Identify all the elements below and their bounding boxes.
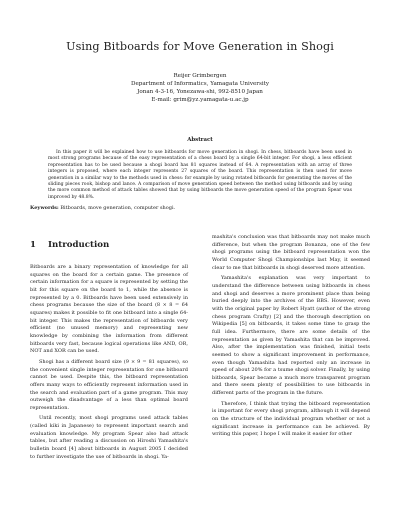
section-title: Introduction bbox=[48, 240, 110, 250]
author-affiliation: Department of Informatics, Yamagata University bbox=[130, 81, 270, 87]
paper-title: Using Bitboards for Move Generation in Shogi bbox=[66, 40, 334, 53]
abstract-heading: Abstract bbox=[187, 137, 213, 143]
paragraph: Therefore, I think that trying the bitboard representation is important for every shogi program, although it will depend on the structure of the individual program whether or not a significant increase in performance can be achieved. By writing this paper, I hope I will make it easier for other bbox=[212, 400, 370, 438]
keywords-text: Bitboards, move generation, computer shogi. bbox=[60, 205, 176, 211]
paragraph: Until recently, most shogi programs used attack tables (called kiki in Japanese) to represent important search and evaluation knowledge. My program Spear also had attack tables, but after reading a discussion on Hiroshi Yamashita's bulletin board [4] about bitboards in August 2005 I decided to further investigate the use of bitboards in shogi. Ya- bbox=[30, 415, 188, 460]
author-block bbox=[0, 72, 400, 104]
author-name: Reijer Grimbergen bbox=[173, 73, 227, 79]
author-email: E-mail: grim@yz.yamagata-u.ac.jp bbox=[151, 97, 249, 103]
keywords-line bbox=[30, 205, 370, 212]
section-number: 1 bbox=[30, 240, 36, 250]
paragraph: Shogi has a different board size (9 × 9 = 81 squares), so the convenient single integer representation for one bitboard cannot be used. Despite this, the bitboard representation offers many ways to efficiently represent information used in the search and evaluation part of a game program. This may outweigh the disadvantage of a less than optimal board representation. bbox=[30, 358, 188, 411]
paragraph: Yamashita's explanation was very important to understand the difference between using bitboards in chess and shogi and deserves a more prominent place than being buried deeply into the archives of the BBS. However, even with the original paper by Robert Hyatt (author of the strong chess program Crafty) [2] and the thorough description on Wikipedia [5] on bitboards, it takes some time to grasp the full idea. Furthermore, there are some details of the representation as given by Yamashita that can be improved. Also, after the implementation was finished, initial tests seemed to show a significant improvement in performance, even though Yamashita had reported only an increase in speed of about 20% for a tsume shogi solver. Finally, by using bitboards, Spear became a much more transparent program and there seem plenty of possibilities to use bitboards in different parts of the program in the future. bbox=[212, 275, 370, 397]
right-column bbox=[212, 234, 370, 442]
section-heading bbox=[30, 242, 188, 254]
author-address: Jonan 4-3-16, Yonezawa-shi, 992-8510 Japan bbox=[137, 89, 263, 95]
paragraph: Bitboards are a binary representation of knowledge for all squares on the board for a certain game. The presence of certain information for a square is represented by setting the bit for this square on the board to 1, while the absence is represented by a 0. Bitboards have been used extensively in chess programs because the size of the board (8 × 8 = 64 squares) makes it possible to fit one bitboard into a single 64-bit integer. This makes the representation of bitboards very efficient (no unused memory) and representing new knowledge by combining the information from different bitboards very fast, because logical operations like AND, OR, NOT and XOR can be used. bbox=[30, 264, 188, 355]
left-column bbox=[30, 234, 188, 464]
abstract-text: In this paper it will be explained how to use bitboards for move generation in shogi. In chess, bitboards have been used in most strong programs because of the easy representation of a chess board by a single 64-bit integer. For shogi, a less efficient representation has to be used because a shogi board has 81 squares instead of 64. A representation with an array of three integers is proposed, where each integer represents 27 squares of the board. This representation is then used for move generation in a similar way to the methods used in chess: for example by using rotated bitboards for generating the moves of the sliding pieces rook, bishop and lance. A comparison of move generation speed between the method using bitboards and by using the more common method of attack tables showed that by using bitboards the move generation speed of the program Spear was improved by 48.8%. bbox=[48, 150, 352, 200]
paragraph: mashita's conclusion was that bitboards may not make much difference, but when the program Bonanza, one of the few shogi programs using the bitboard representation won the World Computer Shogi Championships last May, it seemed clear to me that bitboards in shogi deserved more attention. bbox=[212, 234, 370, 271]
keywords-label: Keywords: bbox=[30, 205, 59, 211]
